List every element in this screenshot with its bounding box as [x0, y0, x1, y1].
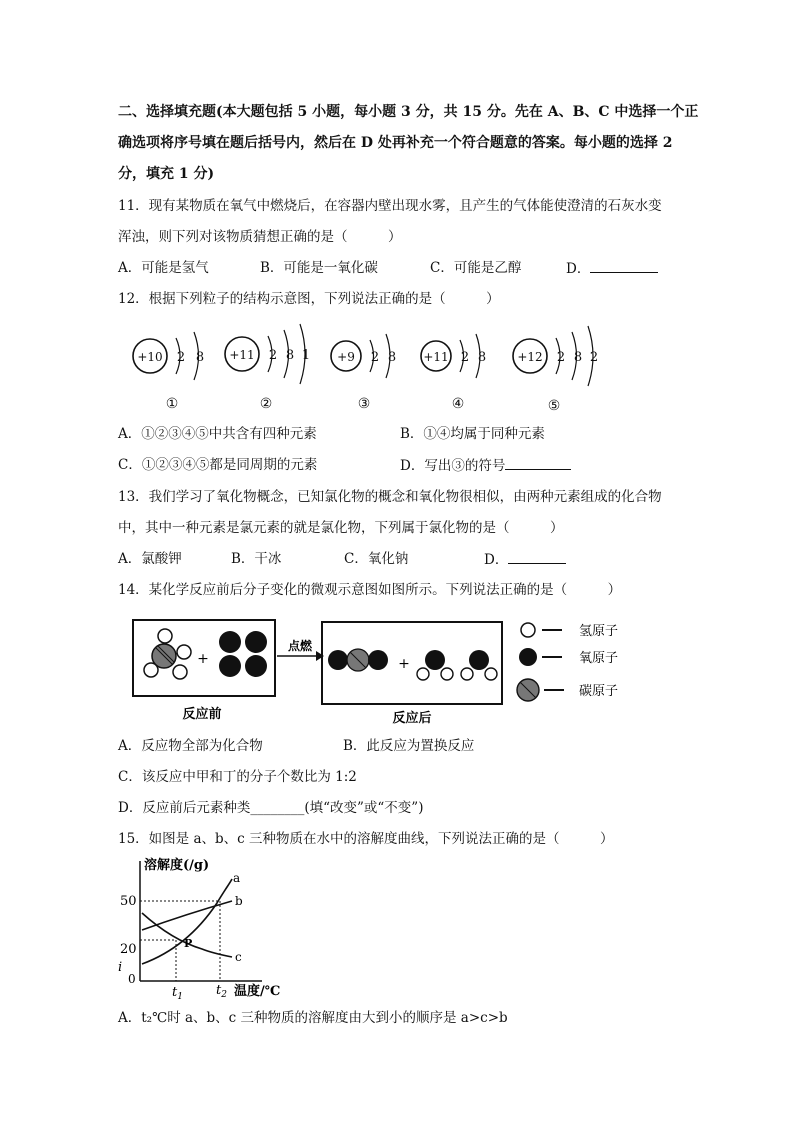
q11-option-d-label: D．	[566, 261, 591, 277]
particle-2-label: ②	[259, 396, 273, 412]
legend-carbon: 碳原子	[579, 684, 619, 699]
particle-3-label: ③	[357, 396, 371, 412]
particle-5-shell-3: 2	[589, 350, 599, 365]
q13-answer-blank[interactable]	[508, 549, 566, 564]
y-tick-20: 20	[120, 942, 137, 957]
particle-3-nucleus: +9	[337, 350, 355, 364]
particle-5-shell-2: 8	[573, 350, 583, 365]
particle-4-shell-1: 2	[460, 350, 470, 365]
x-tick-t2: $t_2$	[216, 983, 227, 1000]
curve-c	[142, 913, 232, 957]
q14-option-b: B．此反应为置换反应	[343, 738, 475, 754]
particle-1-shell-1: 2	[176, 350, 186, 365]
q12-option-c: C．①②③④⑤都是同周期的元素	[118, 457, 318, 473]
q13-stem-line-2: 中，其中一种元素是氯元素的就是氯化物，下列属于氯化物的是（ ）	[118, 520, 564, 536]
q12-answer-blank[interactable]	[505, 455, 571, 470]
particle-4-nucleus: +11	[423, 350, 449, 364]
particle-1	[133, 332, 204, 412]
q13-option-c: C．氧化钠	[344, 551, 409, 567]
q11-option-b: B．可能是一氧化碳	[260, 260, 378, 276]
legend-oxygen: 氧原子	[579, 651, 619, 666]
arrow-label: 点燃	[287, 639, 313, 653]
q13-option-b: B．干冰	[231, 551, 282, 567]
curve-a	[142, 879, 232, 964]
particle-2	[225, 324, 310, 412]
oxygen-molecules	[219, 631, 267, 677]
q14-option-a: A．反应物全部为化合物	[118, 738, 263, 754]
reaction-micro-diagram	[130, 612, 650, 732]
section-heading-line-3: 分，填充 1 分)	[118, 166, 215, 182]
particle-1-shell-2: 8	[195, 350, 205, 365]
q13-option-d	[484, 549, 566, 570]
legend-hydrogen: 氢原子	[579, 624, 619, 639]
particle-5	[513, 326, 598, 414]
q11-stem-line-1: 11．现有某物质在氧气中燃烧后，在容器内壁出现水雾，且产生的气体能使澄清的石灰水变	[118, 198, 662, 214]
q15-stem: 15．如图是 a、b、c 三种物质在水中的溶解度曲线，下列说法正确的是（ ）	[118, 831, 614, 847]
after-label: 反应后	[392, 711, 432, 726]
particle-1-label: ①	[165, 396, 179, 412]
particle-3-shell-2: 8	[387, 350, 397, 365]
q12-option-a: A．①②③④⑤中共含有四种元素	[118, 426, 317, 442]
origin-label: 0	[128, 972, 136, 986]
x-tick-t1: $t_1$	[172, 985, 183, 1002]
particle-2-shell-2: 8	[285, 348, 295, 363]
particle-3	[331, 334, 396, 412]
chart-xlabel: 温度/℃	[234, 984, 281, 999]
q11-option-c: C．可能是乙醇	[430, 260, 522, 276]
particle-5-label: ⑤	[547, 398, 561, 414]
point-p-label: P	[184, 937, 193, 950]
q15-option-a: A．t₂℃时 a、b、c 三种物质的溶解度由大到小的顺序是 a>c>b	[118, 1010, 508, 1026]
curve-a-label: a	[233, 871, 241, 885]
particle-3-shell-1: 2	[370, 350, 380, 365]
before-plus: +	[197, 651, 209, 667]
q13-stem-line-1: 13．我们学习了氧化物概念，已知氯化物的概念和氧化物很相似，由两种元素组成的化合物	[118, 489, 662, 505]
particle-2-nucleus: +11	[229, 348, 255, 362]
q14-option-c: C．该反应中甲和丁的分子个数比为 1:2	[118, 769, 357, 785]
particle-5-nucleus: +12	[517, 350, 543, 364]
q12-option-b: B．①④均属于同种元素	[400, 426, 545, 442]
atomic-structure-diagrams	[120, 318, 620, 418]
particle-5-shell-1: 2	[556, 350, 566, 365]
water-molecules	[417, 650, 497, 680]
curve-c-label: c	[235, 950, 242, 964]
q13-option-d-label: D．	[484, 552, 509, 568]
after-plus: +	[398, 656, 410, 672]
particle-2-shell-1: 2	[268, 348, 278, 363]
q11-option-d	[566, 258, 658, 279]
solubility-curve-chart	[112, 853, 302, 1003]
particle-4-label: ④	[451, 396, 465, 412]
q12-stem: 12．根据下列粒子的结构示意图，下列说法正确的是（ ）	[118, 291, 500, 307]
y-mark: i	[118, 960, 123, 975]
q12-option-d-label: D．写出③的符号	[400, 458, 506, 474]
section-heading-line-1: 二、选择填充题(本大题包括 5 小题，每小题 3 分，共 15 分。先在 A、B、C 中选择一个正	[118, 104, 699, 120]
before-label: 反应前	[182, 707, 222, 722]
q14-stem: 14．某化学反应前后分子变化的微观示意图如图所示。下列说法正确的是（ ）	[118, 582, 622, 598]
q11-stem-line-2: 浑浊，则下列对该物质猜想正确的是（ ）	[118, 229, 402, 245]
q11-option-a: A．可能是氢气	[118, 260, 209, 276]
q12-option-d	[400, 455, 571, 476]
chart-ylabel: 溶解度(/g)	[144, 858, 210, 873]
particle-1-nucleus: +10	[137, 350, 163, 364]
q11-answer-blank[interactable]	[590, 258, 658, 273]
section-heading-line-2: 确选项将序号填在题后括号内，然后在 D 处再补充一个符合题意的答案。每小题的选择 2	[118, 135, 673, 151]
particle-4	[421, 334, 486, 412]
particle-2-shell-3: 1	[301, 348, 311, 363]
carbon-dioxide-molecule	[328, 649, 388, 671]
curve-b-label: b	[235, 894, 243, 908]
q13-option-a: A．氯酸钾	[118, 551, 182, 567]
particle-4-shell-2: 8	[477, 350, 487, 365]
legend	[517, 623, 618, 701]
methane-molecule	[144, 629, 191, 679]
q14-option-d: D．反应前后元素种类________(填“改变”或“不变”)	[118, 800, 424, 816]
curve-b	[142, 901, 232, 930]
y-tick-50: 50	[120, 894, 137, 909]
